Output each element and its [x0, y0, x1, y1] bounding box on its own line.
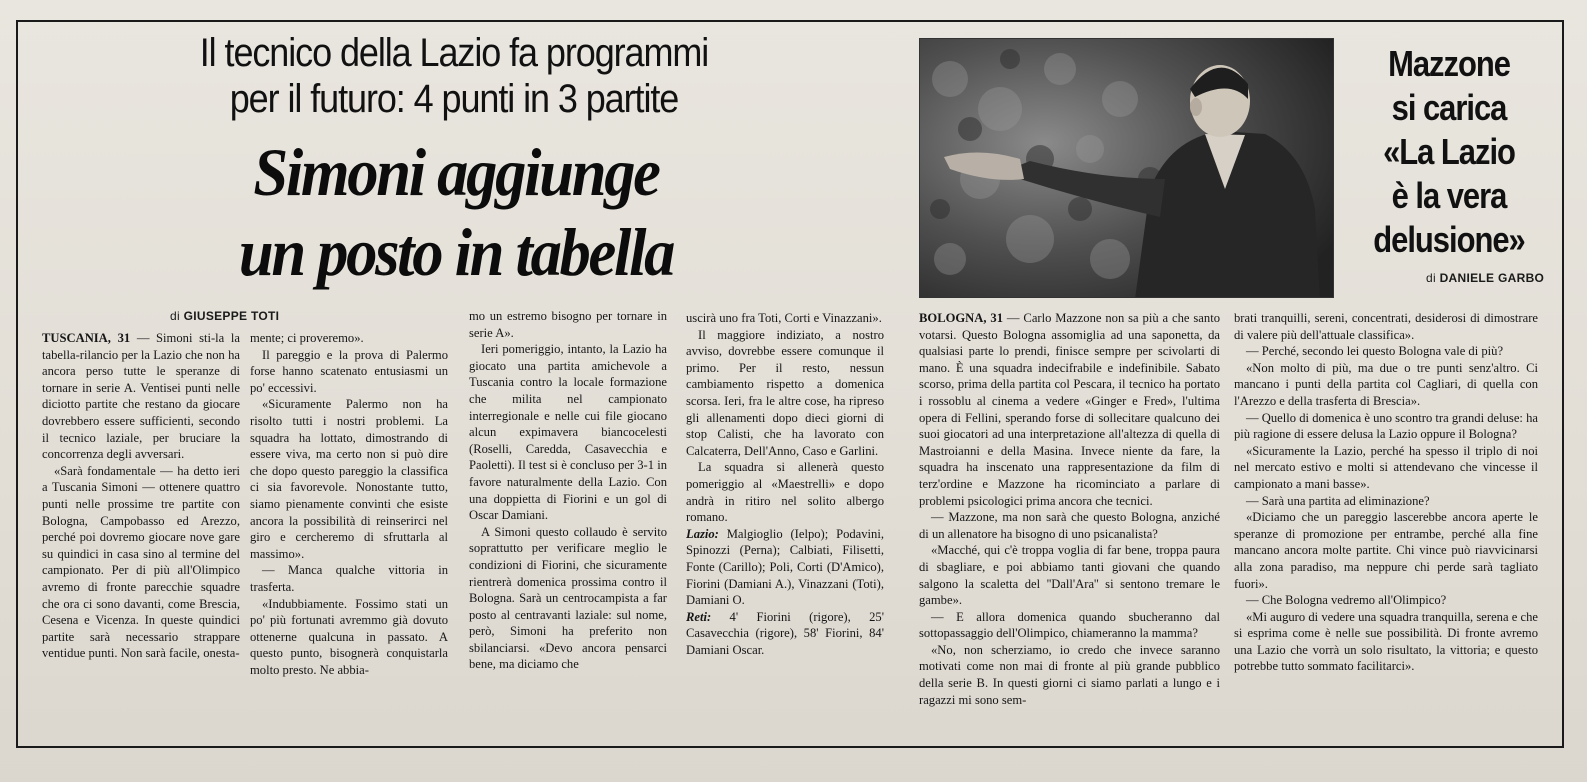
paragraph: — Quello di domenica è uno scontro tra grandi deluse: ha più ragione di essere delusa la Lazio oppure il Bologna?: [1234, 410, 1538, 442]
text-column-3: [469, 308, 667, 742]
paragraph: — Perché, secondo lei questo Bologna vale di più?: [1246, 344, 1504, 359]
paragraph: mente; ci proveremo».: [250, 331, 364, 345]
main-headline: [180, 132, 732, 292]
side-headline-line-1: Mazzone: [1388, 43, 1510, 84]
paragraph: «No, non scherziamo, io credo che invece saranno motivati come non mai di fronte al più grande pubblico della serie B. In questi giorni ci siamo parlati a lungo e i ragazzi mi sono sem-: [919, 642, 1220, 707]
byline-toti: [170, 309, 279, 323]
side-headline-line-3: «La Lazio: [1383, 131, 1515, 172]
paragraph: — Sarà una partita ad eliminazione?: [1246, 493, 1430, 508]
goals-paragraph: Reti: 4' Fiorini (rigore), 25' Casavecchia (rigore), 58' Fiorini, 84' Damiani Oscar.: [686, 609, 884, 657]
paragraph: — Che Bologna vedremo all'Olimpico?: [1246, 593, 1447, 608]
paragraph: — Mazzone, ma non sarà che questo Bologna, anziché di un allenatore ha bisogno di uno psicanalista?: [919, 510, 1220, 541]
text-column-1: [42, 330, 240, 742]
paragraph: La squadra si allenerà questo pomeriggio al «Maestrelli» e dopo andrà in ritiro nel solito albergo romano.: [686, 460, 884, 525]
byline-garbo: [1426, 271, 1544, 285]
paragraph: «Indubbiamente. Fossimo stati un po' più fortunati avremmo già dovuto ottenerne qualcuna in passato. A questo punto, bisognerà conquistarla molto presto. Ne abbia-: [250, 596, 448, 677]
text-column-4: [686, 310, 884, 742]
mazzone-photo: [919, 38, 1334, 298]
paragraph: brati tranquilli, sereni, concentrati, desiderosi di dimostrare di valere più dell'attuale classifica».: [1234, 311, 1538, 342]
paragraph: Il maggiore indiziato, a nostro avviso, dovrebbe essere comunque il primo. Per il resto, nessun cambiamento rispetto a domenica scorsa. Ieri, fra le altre cose, ha ripreso gli allenamenti dopo dieci giorni di stop Calisti, che ha lavorato con Calcaterra, Dell'Anno, Caso e Garlini.: [686, 327, 884, 458]
text-column-2: [250, 330, 448, 742]
paragraph: TUSCANIA, 31 — Simoni sti-la la tabella-rilancio per la Lazio che non ha ancora perso tutte le speranze di tornare in serie A. Ventisei punti nelle diciotto partite che restano da giocare dovrebbero essere sufficienti, secondo il tecnico laziale, per bruciare la concorrenza degli avversari.: [42, 331, 240, 462]
overline-line-2: per il futuro: 4 punti in 3 partite: [229, 77, 679, 121]
paragraph: uscirà uno fra Toti, Corti e Vinazzani».: [686, 311, 882, 325]
dateline: TUSCANIA, 31: [42, 331, 131, 345]
photo-illustration: [920, 39, 1334, 298]
side-headline: [1369, 42, 1529, 262]
lineup-label: Lazio:: [686, 526, 719, 541]
goals-label: Reti:: [686, 609, 712, 624]
side-headline-line-5: delusione»: [1373, 219, 1525, 260]
side-headline-line-2: si carica: [1391, 87, 1507, 128]
main-headline-line-1: Simoni aggiunge: [253, 134, 659, 210]
paragraph: — E allora domenica quando sbucheranno dal sottopassaggio dell'Olimpico, chiameranno la mamma?: [919, 609, 1220, 641]
main-headline-line-2: un posto in tabella: [238, 214, 674, 290]
paragraph: «Sicuramente la Lazio, perché ha spesso il triplo di noi nel mercato estivo e molti si attendevano che vincesse il campionato a mani basse».: [1234, 443, 1538, 491]
dateline: BOLOGNA, 31: [919, 311, 1004, 325]
paragraph: BOLOGNA, 31 — Carlo Mazzone non sa più a che santo votarsi. Questo Bologna assomiglia ad una saponetta, da qualsiasi parte lo prendi, finisce sempre per scivolarti di mano. È una squadra indecifrabile e indefinibile. Sabato scorso, prima della partita col Pescara, il tecnico ha portato i rossoblu al cinema a vedere «Ginger e Fred», l'ultima opera di Fellini, sperando forse di sollecitare qualcuno dei suoi giocatori ad una interpretazione all'altezza di quella di Mastroianni e della Masina. Invece niente da fare, la squadra ha inscenato una rappresentazione da film di terz'ordine e Mazzone ha ricominciato a parlare di problemi psicologici prima ancora che tecnici.: [919, 311, 1220, 508]
paragraph: «Mi auguro di vedere una squadra tranquilla, serena e che si esprima come è nelle sue possibilità. Di fronte avremo una Lazio che vorrà un solo risultato, la vittoria; e questo potrebbe tutto sommato facilitarci».: [1234, 609, 1538, 674]
byline-author: GIUSEPPE TOTI: [183, 309, 280, 323]
paragraph: «Diciamo che un pareggio lascerebbe ancora aperte le speranze di promozione per entrambe, perché alla fine mancano ancora molte partite. Chi vince può riavvicinarsi alla zona paradiso, ma neppure chi perde sarà tagliato fuori».: [1234, 510, 1538, 591]
paragraph: «Sarà fondamentale — ha detto ieri a Tuscania Simoni — ottenere quattro punti nelle prossime tre partite con Bologna, Campobasso ed Arezzo, perché poi dovremo giocare nove gare su quindici in casa sino al termine del campionato. Per di più all'Olimpico avremo di fronte parecchie squadre che ora ci sono davanti, come Brescia, Cesena e Vicenza. In queste quindici partite sarà necessario strappare ventidue punti. Non sarà facile, onesta-: [42, 463, 240, 661]
paragraph: Ieri pomeriggio, intanto, la Lazio ha giocato una partita amichevole a Tuscania contro la locale formazione che milita nel campionato interregionale e nelle cui file giocano alcun expimavera biancocelesti (Roselli, Caredda, Casavecchia e Paoletti). Il test si è concluso per 3-1 in favore naturalmente della Lazio. Con una doppietta di Fiorini e un gol di Oscar Damiani.: [469, 342, 667, 523]
paragraph: mo un estremo bisogno per tornare in serie A».: [469, 309, 667, 340]
text-column-5: [919, 310, 1220, 742]
byline-author: DANIELE GARBO: [1439, 271, 1545, 285]
lineup-paragraph: Lazio: Malgioglio (Ielpo); Podavini, Spinozzi (Perna); Calbiati, Filisetti, Fonte (Carillo); Poli, Corti (D'Amico), Fiorini (Damiani A.), Vinazzani (Toti), Damiani O.: [686, 526, 884, 608]
paragraph: «Non molto di più, ma due o tre punti senz'altro. Ci mancano i punti della partita col Cagliari, di quella con l'Arezzo e della trasferta di Brescia».: [1234, 360, 1538, 408]
paragraph: — Manca qualche vittoria in trasferta.: [250, 563, 448, 594]
overline-headline: [130, 30, 778, 122]
byline-di: di: [1426, 271, 1436, 285]
text-column-6: [1234, 310, 1538, 742]
byline-di: di: [170, 309, 180, 323]
overline-line-1: Il tecnico della Lazio fa programmi: [199, 31, 709, 75]
paragraph: A Simoni questo collaudo è servito soprattutto per verificare meglio le condizioni di Fiorini, che sicuramente rientrerà domenica prossima contro il Bologna. Sarà un centrocampista a far posto al centravanti laziale: sul nome, però, Simoni ha preferito non sbilanciarsi. «Devo ancora pensarci bene, ma diciamo che: [469, 524, 667, 672]
paragraph: «Sicuramente Palermo non ha risolto tutti i nostri problemi. La squadra ha lottato, dimostrando di essere viva, ma certo non si può dire che dopo questo pareggio la classifica ci sia favorevole. Nonostante tutto, siamo pienamente convinti che esiste ancora la possibilità di reinserirci nel giro e cercheremo di sfruttarla al massimo».: [250, 397, 448, 561]
paragraph: Il pareggio e la prova di Palermo forse hanno scatenato entusiasmi un po' eccessivi.: [250, 347, 448, 395]
paragraph: «Macché, qui c'è troppa voglia di far bene, troppa paura di sbagliare, e poi abbiamo tanti giovani che quando salgono la scaletta del ''Dall'Ara'' si sentono tremare le gambe».: [919, 543, 1220, 608]
side-headline-line-4: è la vera: [1391, 175, 1507, 216]
